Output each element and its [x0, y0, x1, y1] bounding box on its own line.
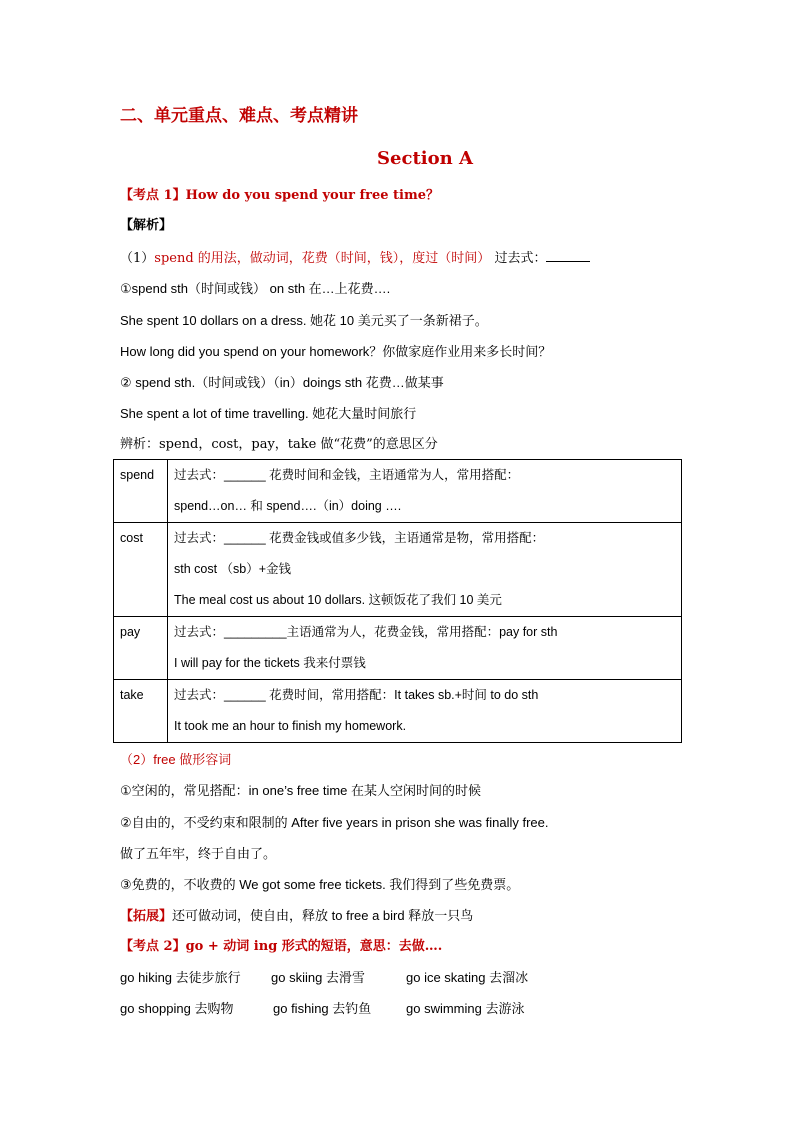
free-extension [120, 907, 473, 925]
table-word: pay [114, 617, 168, 680]
table-line: 过去式：_________主语通常为人，花费金钱，常用搭配：pay for sth [174, 625, 558, 639]
table-line: spend…on… 和 spend….（in）doing …. [174, 499, 402, 513]
table-line: The meal cost us about 10 dollars. 这顿饭花了我们 10 美元 [174, 593, 502, 607]
table-line: I will pay for the tickets 我来付票钱 [174, 656, 366, 670]
kd2-title: 【考点 2】go + 动词 ing 形式的短语，意思：去做…. [120, 939, 443, 954]
table-row [114, 460, 682, 523]
section-title: Section A [377, 148, 473, 169]
phrase: go swimming 去游泳 [406, 1001, 525, 1016]
extension-label: 【拓展】 [120, 908, 173, 923]
phrase: go hiking 去徒步旅行 [120, 970, 241, 985]
free-heading-text: （2）free 做形容词 [120, 752, 232, 767]
table-line: 过去式：______ 花费时间和金钱，主语通常为人，常用搭配： [174, 468, 520, 482]
table-word: spend [114, 460, 168, 523]
table-row [114, 617, 682, 680]
spend-example-1: She spent 10 dollars on a dress. 她花 10 美元买了一条新裙子。 [120, 313, 488, 328]
spend-heading-red: spend 的用法，做动词，花费（时间，钱），度过（时间） [154, 251, 491, 266]
table-line: sth cost （sb）+金钱 [174, 562, 292, 576]
comparison-table [113, 459, 682, 743]
phrase: go fishing 去钓鱼 [273, 1001, 372, 1016]
extension-text: 还可做动词，使自由，释放 to free a bird 释放一只鸟 [172, 908, 474, 923]
free-meaning-1: ①空闲的，常见搭配：in one’s free time 在某人空闲时间的时候 [120, 783, 482, 798]
table-line: 过去式：______ 花费时间，常用搭配：It takes sb.+时间 to do sth [174, 688, 539, 702]
spend-example-2: How long did you spend on your homework？你做家庭作业用来多长时间？ [120, 344, 552, 359]
phrase: go skiing 去滑雪 [271, 970, 365, 985]
table-desc [168, 523, 682, 617]
free-heading [120, 751, 231, 769]
spend-example-3: She spent a lot of time travelling. 她花大量时间旅行 [120, 406, 417, 421]
answer-blank[interactable] [546, 249, 590, 262]
table-line: It took me an hour to finish my homework. [174, 719, 407, 733]
spend-heading-past: 过去式： [494, 251, 547, 266]
table-desc [168, 460, 682, 523]
analysis-label: 【解析】 [120, 218, 173, 233]
table-word: take [114, 680, 168, 743]
table-row [114, 523, 682, 617]
table-desc [168, 617, 682, 680]
phrase: go shopping 去购物 [120, 1001, 234, 1016]
unit-heading: 二、单元重点、难点、考点精讲 [120, 106, 358, 126]
table-row [114, 680, 682, 743]
table-word: cost [114, 523, 168, 617]
table-line: 过去式：______ 花费金钱或值多少钱，主语通常是物，常用搭配： [174, 531, 545, 545]
kd1-title: 【考点 1】How do you spend your free time？ [120, 188, 440, 203]
comparison-intro: 辨析：spend，cost，pay，take 做“花费”的意思区分 [120, 437, 438, 452]
spend-usage-2: ② spend sth.（时间或钱）（in）doings sth 花费…做某事 [120, 375, 444, 390]
table-desc [168, 680, 682, 743]
free-meaning-2: ②自由的，不受约束和限制的 After five years in prison she was finally free. [120, 815, 549, 830]
free-meaning-3: ③免费的，不收费的 We got some free tickets. 我们得到了些免费票。 [120, 877, 520, 892]
spend-usage-1: ①spend sth（时间或钱） on sth 在…上花费…. [120, 281, 391, 296]
spend-heading [120, 249, 590, 268]
free-meaning-2-translation: 做了五年牢，终于自由了。 [120, 846, 277, 861]
phrase: go ice skating 去溜冰 [406, 970, 529, 985]
spend-heading-num: （1） [120, 251, 155, 266]
